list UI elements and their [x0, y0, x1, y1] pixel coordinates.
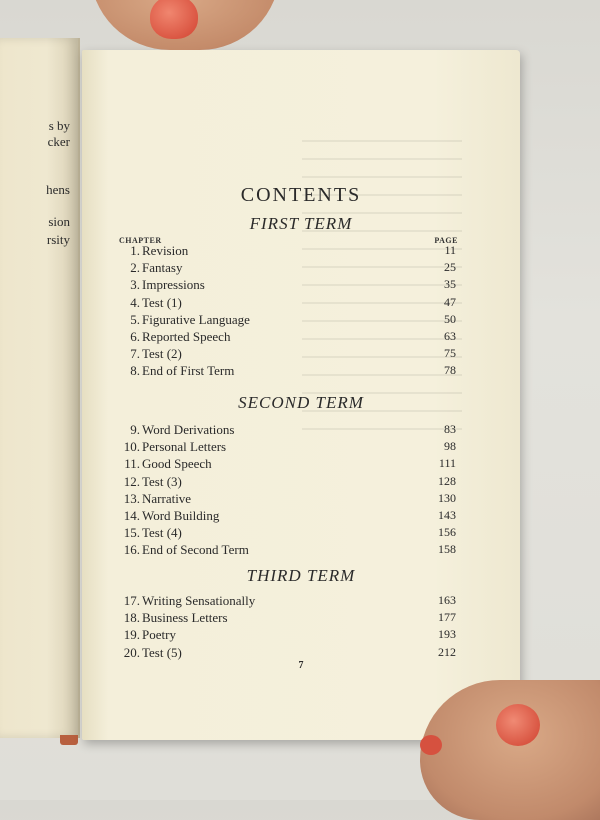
hand-bottom-right [420, 680, 600, 820]
left-page-text: hens [46, 182, 70, 197]
toc-entry [82, 456, 520, 473]
chapter-title: End of First Term [142, 363, 235, 379]
toc-entry [82, 491, 520, 508]
toc-entry [82, 422, 520, 439]
toc-entry [82, 474, 520, 491]
chapter-title: Test (4) [142, 525, 182, 541]
chapter-title: Reported Speech [142, 329, 231, 344]
chapter-page-number: 212 [438, 644, 456, 659]
left-page-text: s by [48, 118, 70, 133]
toc-entry [82, 542, 520, 559]
left-page-text: cker [47, 134, 70, 149]
chapter-page-number: 111 [438, 456, 456, 471]
page-title: CONTENTS [240, 184, 362, 206]
fingernail-bottom-small [420, 735, 442, 755]
chapter-number: 6. [130, 329, 140, 344]
toc-entry [82, 610, 520, 627]
fingernail-top [150, 0, 198, 39]
chapter-number: 17. [123, 593, 140, 608]
toc-entry [82, 312, 520, 329]
chapter-number: 16. [123, 542, 140, 558]
chapter-page-number: 83 [444, 422, 456, 436]
chapter-number: 8. [130, 363, 140, 379]
chapter-title: Good Speech [142, 456, 212, 472]
chapter-page-number: 35 [444, 277, 456, 292]
chapter-page-number: 75 [444, 346, 456, 361]
chapter-title: Word Building [142, 508, 220, 523]
chapter-page-number: 156 [438, 525, 456, 540]
toc-entry [82, 295, 520, 312]
toc-entry [82, 439, 520, 456]
chapter-number: 5. [130, 311, 140, 327]
chapter-page-number: 98 [444, 439, 456, 454]
chapter-title: Poetry [142, 627, 176, 643]
book-cover-edge [60, 735, 78, 745]
toc-entry [82, 243, 520, 260]
chapter-page-number: 158 [438, 542, 456, 557]
chapter-page-number: 25 [444, 260, 456, 275]
chapter-title: Test (3) [142, 473, 182, 489]
toc-entry [82, 525, 520, 542]
chapter-page-number: 47 [444, 294, 456, 309]
chapter-number: 9. [130, 422, 140, 437]
toc-entry [82, 363, 520, 380]
chapter-column-header: CHAPTER [119, 236, 162, 245]
toc-entry [82, 593, 520, 610]
toc-entry [82, 627, 520, 644]
left-page-text: rsity [46, 232, 70, 247]
chapter-number: 4. [130, 294, 140, 310]
chapter-title: End of Second Term [142, 542, 249, 558]
contents-page [82, 50, 520, 740]
chapter-title: Revision [142, 243, 189, 258]
chapter-page-number: 78 [444, 363, 456, 378]
chapter-number: 7. [130, 346, 140, 362]
left-book-page [0, 38, 80, 738]
chapter-title: Test (1) [142, 294, 182, 310]
fingernail-bottom [496, 704, 540, 746]
toc-entry [82, 277, 520, 294]
chapter-number: 18. [123, 610, 140, 626]
chapter-title: Figurative Language [142, 311, 250, 327]
chapter-title: Test (5) [142, 644, 182, 660]
chapter-number: 10. [123, 439, 140, 455]
chapter-page-number: 50 [444, 311, 456, 326]
chapter-number: 15. [123, 525, 140, 541]
toc-entry [82, 508, 520, 525]
chapter-page-number: 163 [438, 593, 456, 607]
chapter-number: 14. [123, 508, 140, 523]
chapter-number: 11. [124, 456, 140, 472]
page-column-header: PAGE [434, 236, 458, 245]
chapter-title: Test (2) [142, 346, 182, 362]
chapter-title: Narrative [142, 490, 192, 506]
toc-entry [82, 329, 520, 346]
term-heading-first: FIRST TERM [249, 214, 353, 233]
chapter-page-number: 63 [444, 329, 456, 343]
chapter-number: 19. [123, 627, 140, 643]
term-heading-second: SECOND TERM [238, 393, 364, 412]
chapter-page-number: 177 [438, 610, 456, 625]
chapter-title: Word Derivations [142, 422, 235, 437]
term-heading-third: THIRD TERM [246, 566, 356, 585]
chapter-number: 2. [130, 260, 140, 276]
chapter-page-number: 130 [438, 490, 456, 505]
chapter-number: 13. [123, 490, 140, 506]
chapter-title: Fantasy [142, 260, 183, 276]
toc-entry [82, 260, 520, 277]
chapter-number: 20. [123, 644, 140, 660]
left-page-text: sion [48, 214, 70, 229]
chapter-title: Personal Letters [142, 439, 227, 455]
chapter-number: 3. [130, 277, 140, 293]
chapter-page-number: 128 [438, 473, 456, 488]
chapter-page-number: 143 [438, 508, 456, 522]
page-number: 7 [298, 660, 304, 671]
chapter-title: Writing Sensationally [142, 593, 256, 608]
chapter-page-number: 193 [438, 627, 456, 642]
chapter-title: Impressions [142, 277, 205, 293]
chapter-number: 1. [130, 243, 140, 258]
chapter-page-number: 11 [444, 243, 456, 257]
chapter-title: Business Letters [142, 610, 228, 626]
toc-entry [82, 346, 520, 363]
chapter-number: 12. [123, 473, 140, 489]
